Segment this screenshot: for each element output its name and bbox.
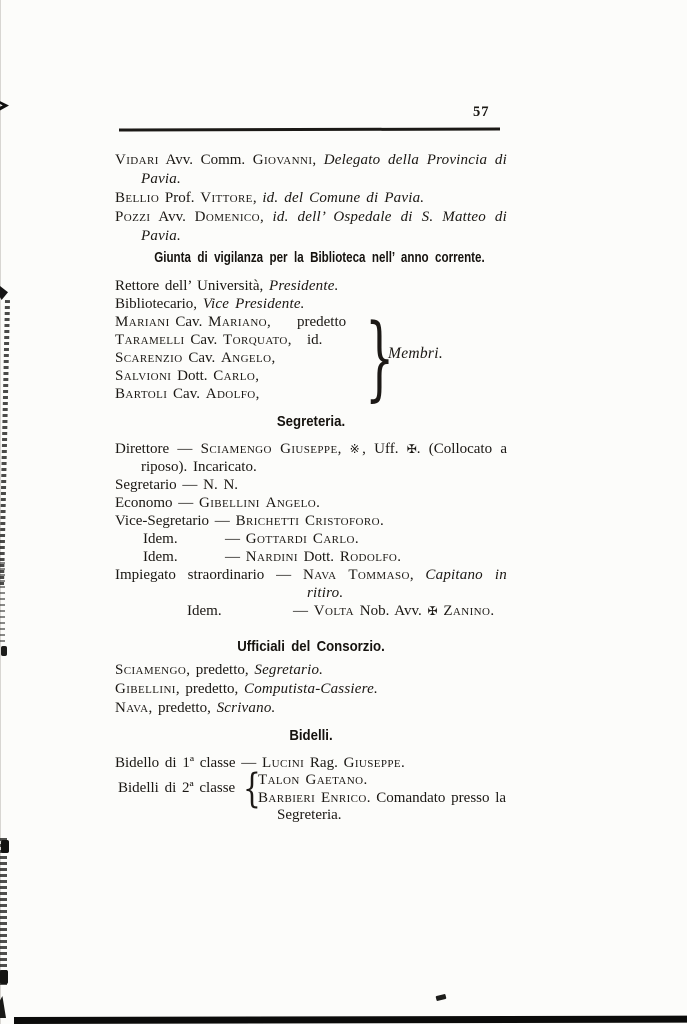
binding-mark-mid <box>0 286 8 300</box>
brace-glyph: } <box>365 304 395 411</box>
section-heading: Bidelli. <box>289 727 333 744</box>
text-line: Direttore — Sciamengo Giuseppe, ※, Uff. ✠. (Collocato a <box>115 441 508 457</box>
section-heading: Giunta di vigilanza per la Biblioteca nell’ anno corrente. <box>154 250 485 266</box>
text-line: Bidello di 1ª classe — Lucini Rag. Giuseppe. <box>115 755 405 771</box>
text-block-ufficiali-consorzio <box>115 661 507 721</box>
cross-decoration-icon: ✠ <box>427 604 438 618</box>
ink-speck <box>436 994 447 1001</box>
medal-decoration-icon: ※ <box>349 442 363 456</box>
text-line: Segreteria. <box>277 807 342 823</box>
binding-blob-bottom <box>0 970 8 984</box>
page-number: 57 <box>473 104 490 120</box>
text-line: Bartoli Cav. Adolfo, <box>115 386 260 402</box>
text-line: Segretario — N. N. <box>115 477 239 493</box>
cross-decoration-icon: ✠ <box>406 442 417 456</box>
binding-blob-lower <box>1 840 9 853</box>
text-line: Gibellini, predetto, Computista-Cassiere. <box>115 681 378 697</box>
text-line: Mariani Cav. Mariano, predetto <box>115 314 347 330</box>
text-line: Idem. — Gottardi Carlo. <box>143 531 359 547</box>
text-line: Taramelli Cav. Torquato, id. <box>115 332 323 348</box>
text-line: Salvioni Dott. Carlo, <box>115 368 259 384</box>
text-line: Economo — Gibellini Angelo. <box>115 495 320 511</box>
text-line: Pavia. <box>141 171 181 187</box>
text-line: riposo). Incaricato. <box>141 459 257 475</box>
section-heading: Segreteria. <box>276 413 346 430</box>
binding-streak-lower <box>0 838 7 986</box>
text-line: Pozzi Avv. Domenico, id. dell’ Ospedale di S. Matteo di <box>115 209 507 225</box>
binding-blob <box>1 646 7 656</box>
text-line: Bellio Prof. Vittore, id. del Comune di Pavia. <box>115 190 425 206</box>
brace-label: Membri. <box>388 345 444 362</box>
binding-streak-upper <box>0 300 10 586</box>
bottom-edge-bar <box>14 1016 687 1024</box>
text-line: Barbieri Enrico. Comandato presso la <box>258 790 507 806</box>
text-line: Scarenzio Cav. Angelo, <box>115 350 276 366</box>
section-heading: Ufficiali del Consorzio. <box>237 638 385 655</box>
text-block-bidelli <box>115 754 507 826</box>
text-line: Vice-Segretario — Brichetti Cristoforo. <box>115 513 384 529</box>
text-line: Bidelli di 2ª classe <box>118 780 236 796</box>
binding-streak-middle <box>0 562 5 646</box>
bottom-corner-mark <box>0 996 6 1018</box>
text-line: Idem. — Volta Nob. Avv. ✠ Zanino. <box>187 603 495 619</box>
brace-glyph: { <box>243 766 261 812</box>
text-block-delegati <box>115 151 507 247</box>
binding-mark-top <box>0 100 9 111</box>
text-line: Vidari Avv. Comm. Giovanni, Delegato della Provincia di <box>115 152 508 168</box>
text-line: ritiro. <box>307 585 344 601</box>
text-line: Bibliotecario, Vice Presidente. <box>115 296 305 312</box>
text-line: Impiegato straordinario — Nava Tommaso, Capitano in <box>115 567 507 583</box>
text-line: Idem. — Nardini Dott. Rodolfo. <box>143 549 401 565</box>
text-line: Rettore dell’ Università, Presidente. <box>115 278 339 294</box>
text-block-segreteria <box>115 440 507 624</box>
text-line: Talon Gaetano. <box>258 772 368 788</box>
text-block-giunta-vigilanza <box>115 277 507 411</box>
text-line: Nava, predetto, Scrivano. <box>115 700 276 716</box>
text-line: Sciamengo, predetto, Segretario. <box>115 662 324 678</box>
header-rule <box>119 128 500 131</box>
text-line: Pavia. <box>141 228 181 244</box>
